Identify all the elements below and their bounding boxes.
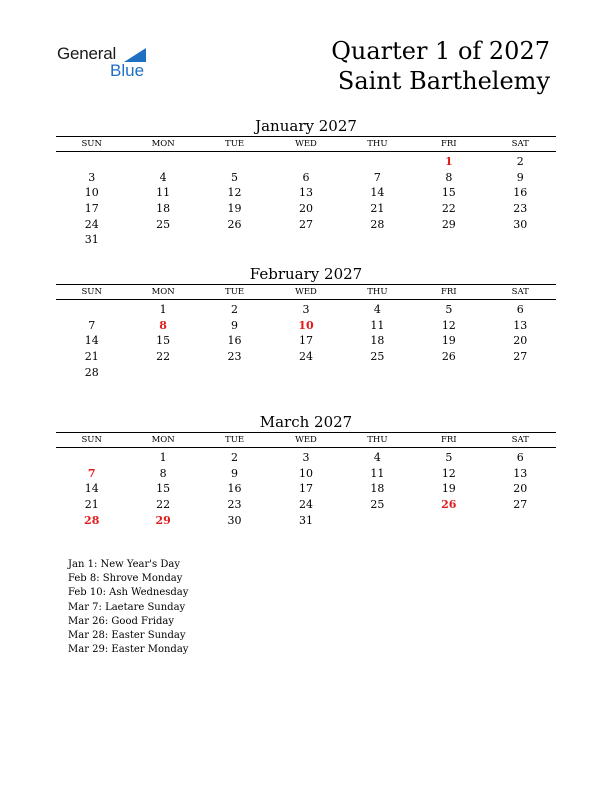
holiday-note: Mar 28: Easter Sunday bbox=[68, 630, 186, 642]
day-cell: 24 bbox=[298, 498, 313, 512]
weekday-header-row bbox=[56, 433, 556, 448]
day-cell: 12 bbox=[441, 466, 456, 480]
day-cell: 31 bbox=[84, 233, 99, 247]
day-cell: 18 bbox=[156, 202, 171, 216]
day-cell: 11 bbox=[370, 318, 385, 332]
day-cell: 20 bbox=[513, 334, 528, 348]
holiday-day-cell: 1 bbox=[444, 155, 453, 168]
week-row bbox=[56, 481, 556, 497]
weekday-label: WED bbox=[295, 287, 317, 297]
weekday-label: MON bbox=[151, 287, 175, 297]
weekday-label: FRI bbox=[440, 287, 457, 297]
month-march bbox=[56, 412, 556, 528]
holiday-note: Mar 26: Good Friday bbox=[68, 615, 174, 627]
holiday-note: Mar 7: Laetare Sunday bbox=[68, 601, 186, 613]
holiday-day-cell: 7 bbox=[87, 466, 96, 480]
day-cell: 5 bbox=[231, 170, 239, 184]
day-cell: 17 bbox=[84, 202, 99, 216]
day-cell: 1 bbox=[159, 303, 167, 316]
weekday-label: SUN bbox=[81, 435, 102, 445]
weekday-header-row bbox=[56, 285, 556, 300]
day-cell: 30 bbox=[513, 217, 528, 231]
day-cell: 19 bbox=[441, 334, 456, 348]
empty-day-cell bbox=[199, 232, 270, 248]
empty-day-cell bbox=[270, 365, 341, 381]
day-cell: 3 bbox=[302, 303, 310, 316]
week-row bbox=[56, 349, 556, 365]
week-row bbox=[56, 232, 556, 248]
day-cell: 19 bbox=[441, 482, 456, 496]
day-cell: 25 bbox=[370, 350, 385, 364]
empty-day-cell bbox=[485, 513, 556, 529]
title-country: Saint Barthelemy bbox=[337, 67, 550, 95]
day-cell: 14 bbox=[370, 186, 385, 200]
week-row bbox=[56, 185, 556, 201]
weekday-label: SAT bbox=[511, 287, 529, 297]
day-cell: 5 bbox=[445, 451, 453, 464]
day-cell: 20 bbox=[298, 202, 313, 216]
day-cell: 12 bbox=[441, 318, 456, 332]
month-title: February 2027 bbox=[249, 265, 363, 283]
weekday-label: THU bbox=[367, 287, 388, 297]
title-quarter: Quarter 1 of 2027 bbox=[331, 37, 550, 65]
day-cell: 28 bbox=[84, 365, 99, 379]
page-title bbox=[331, 36, 550, 96]
logo-blue-text: Blue bbox=[110, 61, 145, 80]
day-cell: 26 bbox=[227, 217, 242, 231]
day-cell: 16 bbox=[227, 482, 242, 496]
weekday-label: THU bbox=[367, 435, 388, 445]
day-cell: 4 bbox=[159, 170, 167, 184]
day-cell: 25 bbox=[156, 217, 171, 231]
empty-day-cell bbox=[127, 154, 198, 170]
weekday-label: TUE bbox=[225, 435, 245, 445]
day-cell: 24 bbox=[84, 217, 99, 231]
holiday-note: Feb 10: Ash Wednesday bbox=[68, 587, 189, 599]
week-row bbox=[56, 154, 556, 170]
weekday-label: SUN bbox=[81, 287, 102, 297]
holiday-day-cell: 29 bbox=[155, 513, 171, 527]
weekday-label: FRI bbox=[440, 435, 457, 445]
day-cell: 7 bbox=[88, 318, 96, 332]
week-row bbox=[56, 170, 556, 186]
day-cell: 15 bbox=[441, 186, 456, 200]
week-row bbox=[56, 333, 556, 349]
day-cell: 27 bbox=[513, 350, 528, 364]
empty-day-cell bbox=[127, 232, 198, 248]
day-cell: 11 bbox=[370, 466, 385, 480]
day-cell: 8 bbox=[159, 466, 167, 480]
month-title: March 2027 bbox=[259, 413, 353, 431]
month-january bbox=[56, 116, 556, 248]
weekday-header-row bbox=[56, 137, 556, 152]
holiday-notes bbox=[68, 558, 188, 657]
empty-day-cell bbox=[270, 232, 341, 248]
day-cell: 18 bbox=[370, 334, 385, 348]
week-row bbox=[56, 466, 556, 482]
holiday-note: Jan 1: New Year's Day bbox=[68, 559, 180, 570]
day-cell: 20 bbox=[513, 482, 528, 496]
week-row bbox=[56, 318, 556, 334]
day-cell: 17 bbox=[298, 482, 313, 496]
empty-day-cell bbox=[413, 232, 484, 248]
day-cell: 16 bbox=[227, 334, 242, 348]
day-cell: 6 bbox=[516, 451, 524, 464]
weekday-label: WED bbox=[295, 435, 317, 445]
day-cell: 22 bbox=[156, 498, 171, 512]
day-cell: 21 bbox=[84, 350, 99, 364]
day-cell: 6 bbox=[516, 303, 524, 316]
week-row bbox=[56, 497, 556, 513]
weekday-label: SUN bbox=[81, 139, 102, 149]
empty-day-cell bbox=[485, 232, 556, 248]
holiday-note: Feb 8: Shrove Monday bbox=[68, 573, 183, 585]
day-cell: 4 bbox=[373, 451, 381, 464]
weekday-label: SAT bbox=[511, 139, 529, 149]
day-cell: 18 bbox=[370, 482, 385, 496]
weekday-label: WED bbox=[295, 139, 317, 149]
empty-day-cell bbox=[127, 365, 198, 381]
day-cell: 23 bbox=[513, 202, 528, 216]
day-cell: 3 bbox=[302, 451, 310, 464]
day-cell: 8 bbox=[445, 170, 453, 184]
day-cell: 10 bbox=[84, 186, 99, 200]
logo bbox=[57, 44, 157, 84]
day-cell: 21 bbox=[370, 202, 385, 216]
day-cell: 23 bbox=[227, 350, 242, 364]
day-cell: 3 bbox=[88, 170, 96, 184]
empty-day-cell bbox=[199, 154, 270, 170]
empty-day-cell bbox=[342, 513, 413, 529]
holiday-day-cell: 28 bbox=[84, 513, 100, 527]
logo-triangle-icon bbox=[124, 48, 146, 62]
week-row bbox=[56, 302, 556, 318]
day-cell: 6 bbox=[302, 170, 310, 184]
empty-day-cell bbox=[342, 232, 413, 248]
day-cell: 21 bbox=[84, 498, 99, 512]
day-cell: 15 bbox=[156, 334, 171, 348]
day-cell: 13 bbox=[513, 318, 528, 332]
week-row bbox=[56, 217, 556, 233]
day-cell: 7 bbox=[373, 170, 381, 184]
empty-day-cell bbox=[413, 365, 484, 381]
day-cell: 11 bbox=[156, 186, 171, 200]
day-cell: 27 bbox=[298, 217, 313, 231]
weekday-label: THU bbox=[367, 139, 388, 149]
empty-day-cell bbox=[270, 154, 341, 170]
logo-general-text: General bbox=[57, 44, 117, 63]
empty-day-cell bbox=[199, 365, 270, 381]
day-cell: 26 bbox=[441, 350, 456, 364]
empty-day-cell bbox=[56, 450, 127, 466]
day-cell: 14 bbox=[84, 334, 99, 348]
day-cell: 17 bbox=[298, 334, 313, 348]
week-row bbox=[56, 201, 556, 217]
day-cell: 25 bbox=[370, 498, 385, 512]
empty-day-cell bbox=[56, 302, 127, 318]
empty-day-cell bbox=[342, 154, 413, 170]
day-cell: 24 bbox=[298, 350, 313, 364]
day-cell: 30 bbox=[227, 513, 242, 527]
holiday-note: Mar 29: Easter Monday bbox=[68, 644, 189, 656]
empty-day-cell bbox=[56, 154, 127, 170]
holiday-day-cell: 8 bbox=[159, 318, 167, 332]
holiday-day-cell: 26 bbox=[441, 498, 457, 512]
day-cell: 4 bbox=[373, 303, 381, 316]
day-cell: 10 bbox=[298, 466, 313, 480]
empty-day-cell bbox=[413, 513, 484, 529]
day-cell: 2 bbox=[231, 451, 239, 464]
week-row bbox=[56, 513, 556, 529]
day-cell: 13 bbox=[513, 466, 528, 480]
day-cell: 31 bbox=[298, 513, 313, 527]
day-cell: 2 bbox=[231, 303, 239, 316]
weekday-label: SAT bbox=[511, 435, 529, 445]
day-cell: 2 bbox=[516, 155, 524, 168]
day-cell: 12 bbox=[227, 186, 242, 200]
day-cell: 9 bbox=[231, 466, 239, 480]
week-row bbox=[56, 450, 556, 466]
holiday-day-cell: 10 bbox=[298, 318, 314, 332]
day-cell: 15 bbox=[156, 482, 171, 496]
day-cell: 16 bbox=[513, 186, 528, 200]
day-cell: 1 bbox=[159, 451, 167, 464]
day-cell: 5 bbox=[445, 303, 453, 316]
weekday-label: TUE bbox=[225, 287, 245, 297]
day-cell: 19 bbox=[227, 202, 242, 216]
weekday-label: TUE bbox=[225, 139, 245, 149]
day-cell: 9 bbox=[516, 170, 524, 184]
month-title: January 2027 bbox=[255, 117, 357, 135]
week-row bbox=[56, 365, 556, 381]
day-cell: 29 bbox=[441, 217, 456, 231]
weekday-label: MON bbox=[151, 139, 175, 149]
day-cell: 28 bbox=[370, 217, 385, 231]
empty-day-cell bbox=[342, 365, 413, 381]
empty-day-cell bbox=[485, 365, 556, 381]
day-cell: 9 bbox=[231, 318, 239, 332]
day-cell: 13 bbox=[298, 186, 313, 200]
weekday-label: MON bbox=[151, 435, 175, 445]
day-cell: 23 bbox=[227, 498, 242, 512]
day-cell: 22 bbox=[441, 202, 456, 216]
day-cell: 27 bbox=[513, 498, 528, 512]
day-cell: 22 bbox=[156, 350, 171, 364]
day-cell: 14 bbox=[84, 482, 99, 496]
month-february bbox=[56, 264, 556, 380]
weekday-label: FRI bbox=[440, 139, 457, 149]
